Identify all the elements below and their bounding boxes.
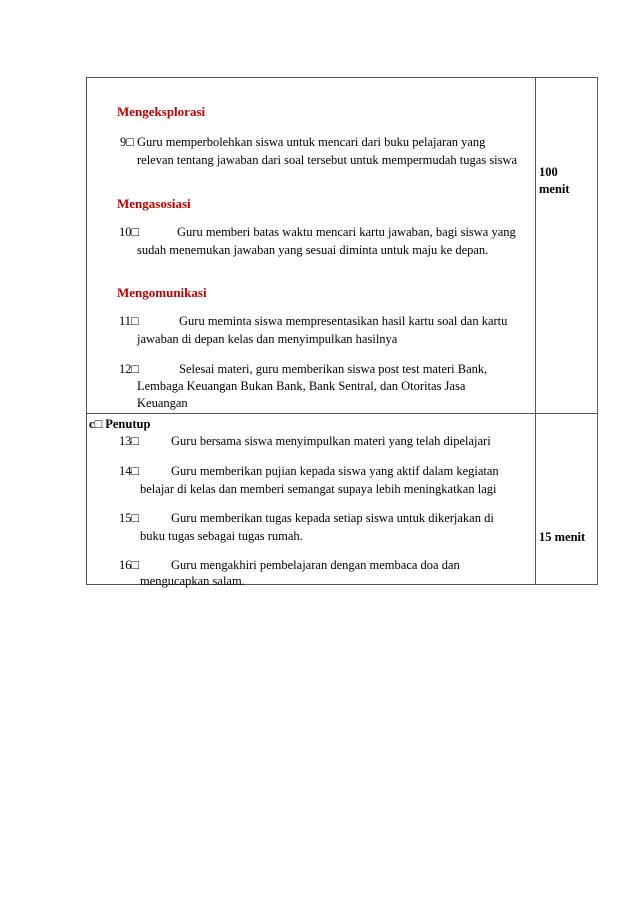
item-14-line1 bbox=[119, 463, 499, 479]
item-11-text: Guru meminta siswa mempresentasikan hasil kartu soal dan kartu bbox=[179, 314, 508, 328]
item-12-text: Selesai materi, guru memberikan siswa post test materi Bank, bbox=[179, 362, 488, 376]
item-13-number: 13 bbox=[119, 434, 132, 448]
item-10-text: Guru memberi batas waktu mencari kartu jawaban, bagi siswa yang bbox=[177, 225, 516, 239]
item-9-line1 bbox=[120, 134, 485, 150]
closing-time: 15 menit bbox=[539, 530, 586, 544]
closing-heading-line bbox=[89, 416, 150, 432]
closing-row bbox=[87, 413, 597, 588]
checkbox-glyph-icon: □ bbox=[126, 135, 134, 149]
item-12-number: 12 bbox=[119, 362, 132, 376]
item-15-line2: buku tugas sebagai tugas rumah. bbox=[140, 529, 303, 543]
checkbox-glyph-icon: □ bbox=[131, 434, 140, 448]
column-divider bbox=[535, 78, 536, 413]
item-13-text: Guru bersama siswa menyimpulkan materi yang telah dipelajari bbox=[171, 434, 491, 448]
item-11-number: 11 bbox=[119, 314, 132, 328]
communicate-heading: Mengomunikasi bbox=[117, 285, 207, 300]
item-14-line2: belajar di kelas dan memberi semangat supaya lebih meningkatkan lagi bbox=[140, 482, 497, 496]
item-9-number: 9 bbox=[120, 135, 127, 149]
item-16-number: 16 bbox=[119, 558, 132, 572]
item-12-line2: Lembaga Keuangan Bukan Bank, Bank Sentral, dan Otoritas Jasa bbox=[137, 379, 466, 393]
closing-marker: c bbox=[89, 417, 95, 431]
item-12-line3: Keuangan bbox=[137, 396, 188, 410]
checkbox-glyph-icon: □ bbox=[131, 362, 140, 376]
core-time-unit: menit bbox=[539, 182, 570, 196]
core-activities-row bbox=[87, 78, 597, 414]
item-13-line1 bbox=[119, 433, 491, 449]
associate-heading: Mengasosiasi bbox=[117, 196, 191, 211]
checkbox-glyph-icon: □ bbox=[131, 511, 140, 525]
checkbox-glyph-icon: □ bbox=[94, 417, 103, 431]
item-10-number: 10 bbox=[119, 225, 132, 239]
item-16-line1 bbox=[119, 557, 460, 573]
item-14-number: 14 bbox=[119, 464, 132, 478]
checkbox-glyph-icon: □ bbox=[131, 558, 140, 572]
checkbox-glyph-icon: □ bbox=[131, 314, 139, 328]
item-12-line1 bbox=[119, 361, 487, 377]
checkbox-glyph-icon: □ bbox=[131, 225, 140, 239]
item-11-line2: jawaban di depan kelas dan menyimpulkan hasilnya bbox=[137, 332, 398, 346]
checkbox-glyph-icon: □ bbox=[131, 464, 140, 478]
item-10-line2: sudah menemukan jawaban yang sesuai diminta untuk maju ke depan. bbox=[137, 243, 489, 257]
item-10-line1 bbox=[119, 224, 516, 240]
item-9-text: Guru memperbolehkan siswa untuk mencari dari buku pelajaran yang bbox=[136, 135, 486, 149]
explore-heading: Mengeksplorasi bbox=[117, 104, 206, 119]
item-16-text: Guru mengakhiri pembelajaran dengan membaca doa dan bbox=[171, 558, 460, 572]
column-divider bbox=[535, 413, 536, 584]
item-16-line2: mengucapkan salam. bbox=[140, 574, 245, 588]
item-11-line1 bbox=[119, 313, 507, 329]
closing-heading: Penutup bbox=[105, 417, 151, 431]
item-14-text: Guru memberikan pujian kepada siswa yang aktif dalam kegiatan bbox=[171, 464, 499, 478]
core-time-value: 100 bbox=[539, 165, 558, 179]
item-15-line1 bbox=[119, 510, 494, 526]
item-9-line2: relevan tentang jawaban dari soal tersebut untuk mempermudah tugas siswa bbox=[137, 153, 518, 167]
lesson-plan-table bbox=[86, 77, 598, 588]
item-15-text: Guru memberikan tugas kepada setiap siswa untuk dikerjakan di bbox=[171, 511, 494, 525]
item-15-number: 15 bbox=[119, 511, 132, 525]
